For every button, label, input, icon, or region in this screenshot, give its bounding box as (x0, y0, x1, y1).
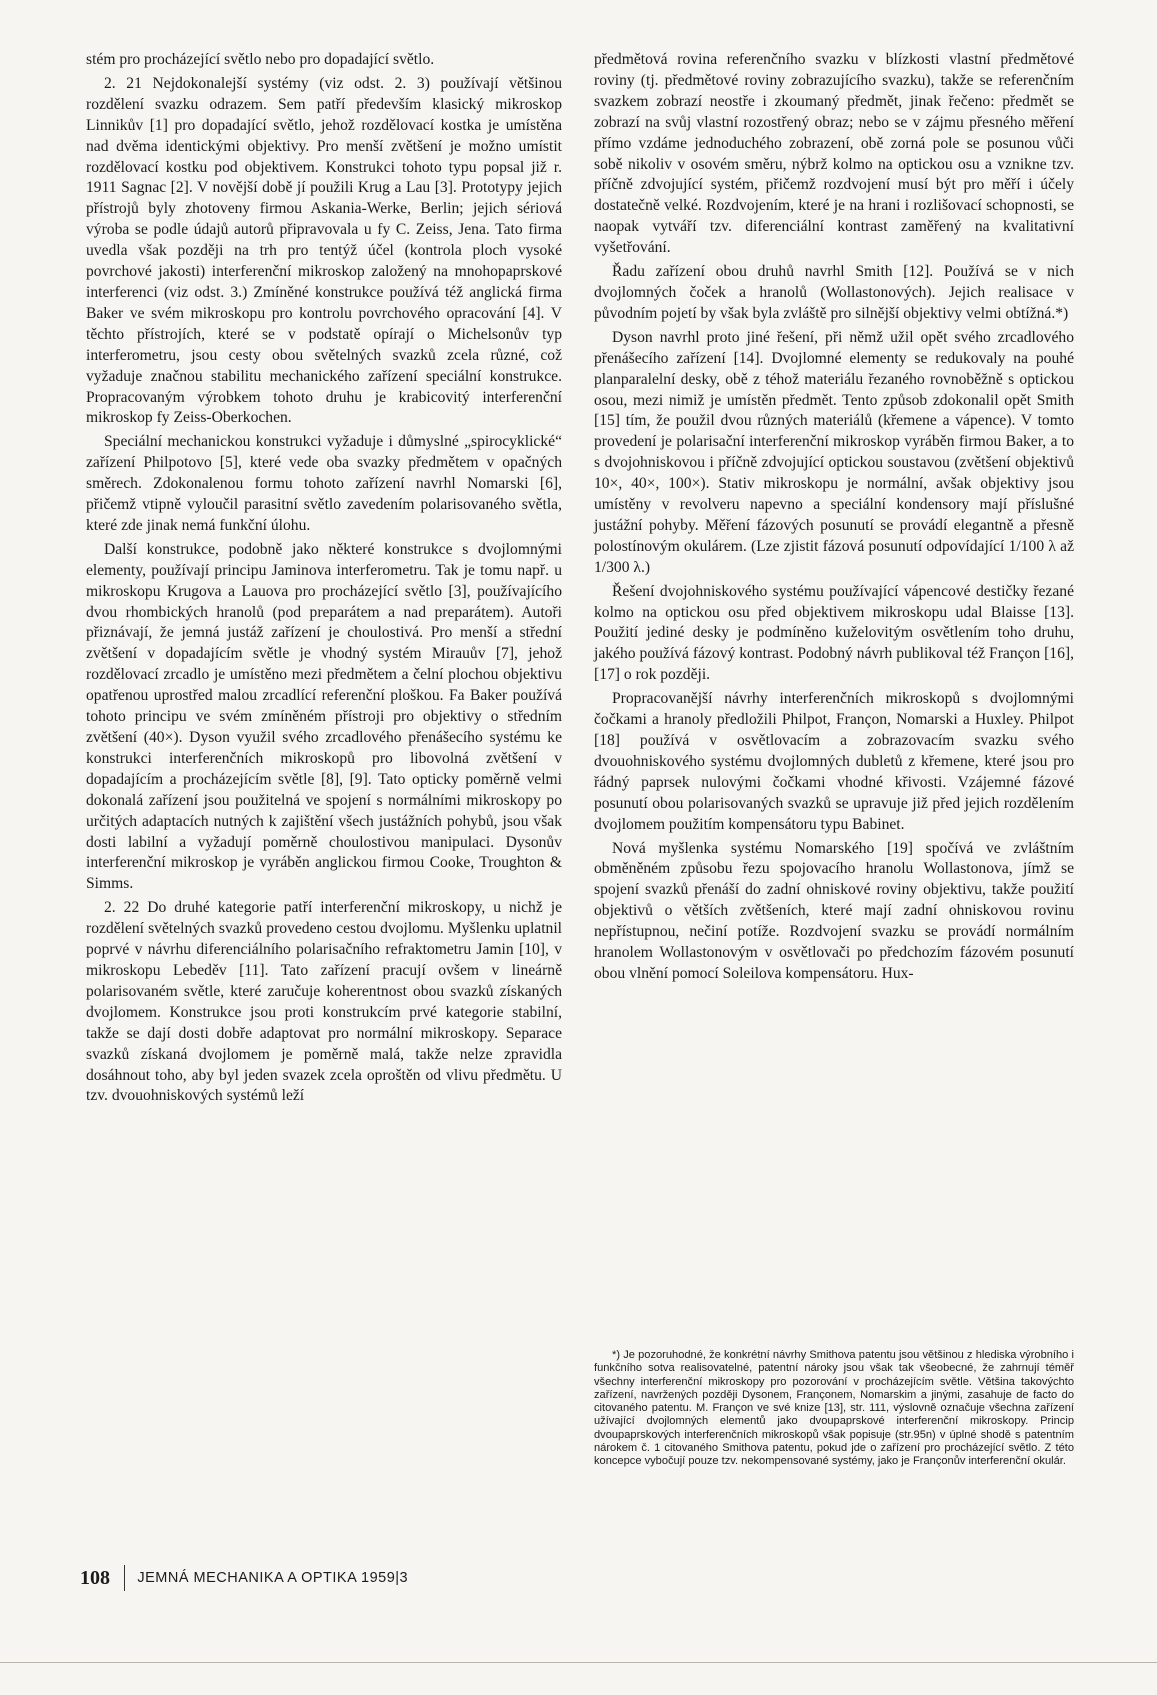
footer-divider (124, 1565, 125, 1591)
right-column (594, 50, 1074, 985)
left-column (86, 50, 562, 1107)
paragraph: 2. 22 Do druhé kategorie patří interferenční mikroskopy, u nichž je rozdělení světelných svazků provedeno cestou dvojlomu. Myšlenku uplatnil poprvé v návrhu diferenciálního polarisačního refraktometru Jamin [10], v mikroskopu Lebeděv [11]. Tato zařízení pracují ovšem v lineárně polarisovaném světle, které zaručuje koherentnost obou svazků získaných dvojlomem. Konstrukce jsou proti konstrukcím prvé kategorie stabilní, takže se dají dosti dobře adaptovat pro normální mikroskopy. Separace svazků získaná dvojlomem je poměrně malá, takže nelze zpravidla dosáhnout toho, aby byl jeden svazek zcela oproštěn od vlivu předmětu. U tzv. dvouohniskových systémů leží (86, 899, 562, 1105)
paragraph: předmětová rovina referenčního svazku v blízkosti vlastní předmětové roviny (tj. předmětové roviny zobrazujícího svazku), takže se referenčním svazkem zobrazí neostře i zkoumaný předmět, jinak řečeno: předmět se zobrazí na svůj vlastní rozostřený obraz; nebo se v zájmu přesného měření přímo vzdáme jednoduchého zobrazení, obě zorná pole se posunou vůči sobě nikoliv v osovém směru, nýbrž kolmo na optickou osu a vznikne tzv. příčně zdvojující systém, přičemž rozdvojení musí být pro měří i účely dostatečně velké. Rozdvojením, které je na hrani i rozlišovací schopnosti, se naopak vytváří tzv. diferenciální kontrast zaměřený na kvalitativní vyšetřování. (594, 51, 1074, 257)
page-edge-line (0, 1662, 1157, 1663)
page-footer (80, 1563, 408, 1593)
paragraph: Řešení dvojohniskového systému používající vápencové destičky řezané kolmo na optickou osu před objektivem mikroskopu udal Blaisse [13]. Použití jediné desky je podmíněno kuželovitým osvětlením toho druhu, jakého používá fázový kontrast. Podobný návrh publikoval též Françon [16], [17] o rok později. (594, 582, 1074, 684)
footnote (594, 1349, 1074, 1469)
journal-title: JEMNÁ MECHANIKA A OPTIKA 1959|3 (137, 1570, 409, 1586)
page-number: 108 (80, 1566, 110, 1589)
paragraph: Dyson navrhl proto jiné řešení, při němž užil opět svého zrcadlového přenášecího zařízení [14]. Dvojlomné elementy se redukovaly na pouhé planparalelní desky, obě z téhož materiálu řezaného rovnoběžně s optickou osou, mezi nimiž je umístěn předmět. Tento způsob zdokonalil opět Smith [15] tím, že použil dvou různých materiálů (křemene a vápence). V tomto provedení je polarisační interferenční mikroskop vyráběn firmou Baker, a to s dvojohniskovou i příčně zdvojující optickou soustavou (zvětšení objektivů 10×, 40×, 100×). Stativ mikroskopu je normální, avšak objektivy jsou umístěny v revolveru napevno a speciální kondensory mají příslušné justážní pohyby. Měření fázových posunutí se provádí elegantně a přesně polostínovým okulárem. (Lze zjistit fázová posunutí odpovídající 1/100 λ až 1/300 λ.) (594, 328, 1074, 576)
paragraph: Další konstrukce, podobně jako některé konstrukce s dvojlomnými elementy, používají principu Jaminova interferometru. Tak je tomu např. u mikroskopu Krugova a Lauova pro procházející světlo [3], používajícího dvou rhombických hranolů (pod preparátem a nad preparátem). Autoři přiznávají, že jemná justáž zařízení je choulostivá. Pro menší a střední zvětšení v dopadajícím světle je vhodný systém Mirauův [7], jehož rozdělovací zrcadlo je umístěno mezi předmětem a čelní plochou objektivu opatřenou uprostřed malou zrcadlící referenční ploškou. Fa Baker používá tohoto principu ve svém zmíněném přístroji pro objektivy o středním zvětšení (40×). Dyson využil svého zrcadlového přenášecího systému ke konstrukci interferenčních mikroskopů pro libovolná zvětšení v dopadajícím a procházejícím světle [8], [9]. Tato opticky poměrně velmi dokonalá zařízení jsou použitelná ve spojení s normálními mikroskopy po určitých adaptacích nutných k zajištění všech justážních pohybů, jsou však dosti labilní a vyžadují poměrně choulostivou manipulaci. Dysonův interferenční mikroskop je vyráběn anglickou firmou Cooke, Troughton & Simms. (86, 540, 562, 893)
paragraph: 2. 21 Nejdokonalejší systémy (viz odst. 2. 3) používají většinou rozdělení svazku odrazem. Sem patří především klasický mikroskop Linnikův [1] pro dopadající světlo, jehož rozdělovací kostka je umístěna nad dvěma identickými objektivy. Pro menší zvětšení je možno umístit rozdělovací kostku pod objektivem. Konstrukci tohoto typu popsal již r. 1911 Sagnac [2]. V novější době jí použili Krug a Lau [3]. Prototypy jejich přístrojů byly zhotoveny firmou Askania-Werke, Berlin; jejich sériová výroba se podle údajů autorů připravovala u fy C. Zeiss, Jena. Tato firma uvedla však později na trh pro tentýž účel (kontrola ploch vysoké povrchové jakosti) interferenční mikroskop založený na mnohopaprskové interferenci (viz odst. 3.) Zmíněné konstrukce používá též anglická firma Baker ve svém mikroskopu pro kontrolu povrchového opracování [4]. V těchto přístrojích, které se v podstatě opírají o Michelsonův typ interferometru, jsou cesty obou světelných svazků zcela různé, což vyžaduje značnou stabilitu mechanického zařízení speciální konstrukce. Propracovaným výrobkem tohoto druhu je krabicovitý interferenční mikroskop fy Zeiss-Oberkochen. (86, 74, 562, 427)
paragraph: Řadu zařízení obou druhů navrhl Smith [12]. Používá se v nich dvojlomných čoček a hranolů (Wollastonových). Jejich realisace v původním pojetí by však byla zvláště pro silnější objektivy velmi obtížná.*) (594, 263, 1074, 322)
paragraph: stém pro procházející světlo nebo pro dopadající světlo. (86, 51, 435, 68)
paragraph: Speciální mechanickou konstrukci vyžaduje i důmyslné „spirocyklické“ zařízení Philpotovo [5], které vede oba svazky předmětem v opačných směrech. Zdokonalenou formu tohoto zařízení navrhl Nomarski [6], přičemž vtipně vyloučil parasitní světlo zavedením polarisovaného světla, které zde jinak nemá funkční úlohu. (86, 433, 562, 534)
paragraph: Propracovanější návrhy interferenčních mikroskopů s dvojlomnými čočkami a hranoly předložili Philpot, Françon, Nomarski a Huxley. Philpot [18] používá v osvětlovacím a zobrazovacím svazku svého dvouohniskového systému dvojlomných dubletů z křemene, které jsou pro řádný paprsek nulovými čočkami vhodné křivosti. Vzájemné fázové posunutí obou polarisovaných svazků se upravuje již před jejich rozdělením dvojlomem použitím kompensátoru typu Babinet. (594, 690, 1074, 833)
footnote-text: *) Je pozoruhodné, že konkrétní návrhy Smithova patentu jsou většinou z hlediska výrobního i funkčního sotva realisovatelné, patentní nároky jsou však tak všeobecné, že zahrnují téměř všechny interferenční mikroskopy pro pozorování v procházejícím světle. Většina takovýchto zařízení, navržených později Dysonem, Françonem, Nomarskim a jinými, zasahuje de facto do citovaného patentu. M. Françon ve své knize [13], str. 111, výslovně označuje všechna zařízení užívající dvojlomných elementů jako dvoupaprskové interferenční mikroskopy. Princip dvoupaprskových interferenčních mikroskopů však popisuje (str.95n) v úplné shodě s patentním nárokem č. 1 citovaného Smithova patentu, pokud jde o zařízení pro procházející světlo. Z této koncepce vybočují pouze tzv. nekompensované systémy, jako je Françonův interferenční okulár. (594, 1349, 1074, 1468)
paragraph: Nová myšlenka systému Nomarského [19] spočívá ve zvláštním obměněném způsobu řezu spojovacího hranolu Wollastonova, jímž se spojení svazků přenáší do zadní ohniskové roviny objektivu, takže použití objektivů o větších zvětšeních, které mají zadní ohniskovou rovinu nepřístupnou, nečiní potíže. Rozdvojení svazku se provádí normálním hranolem Wollastonovým v osvětlovači po předchozím fázovém posunutí obou vlnění pomocí Soleilova kompensátoru. Hux- (594, 839, 1074, 982)
